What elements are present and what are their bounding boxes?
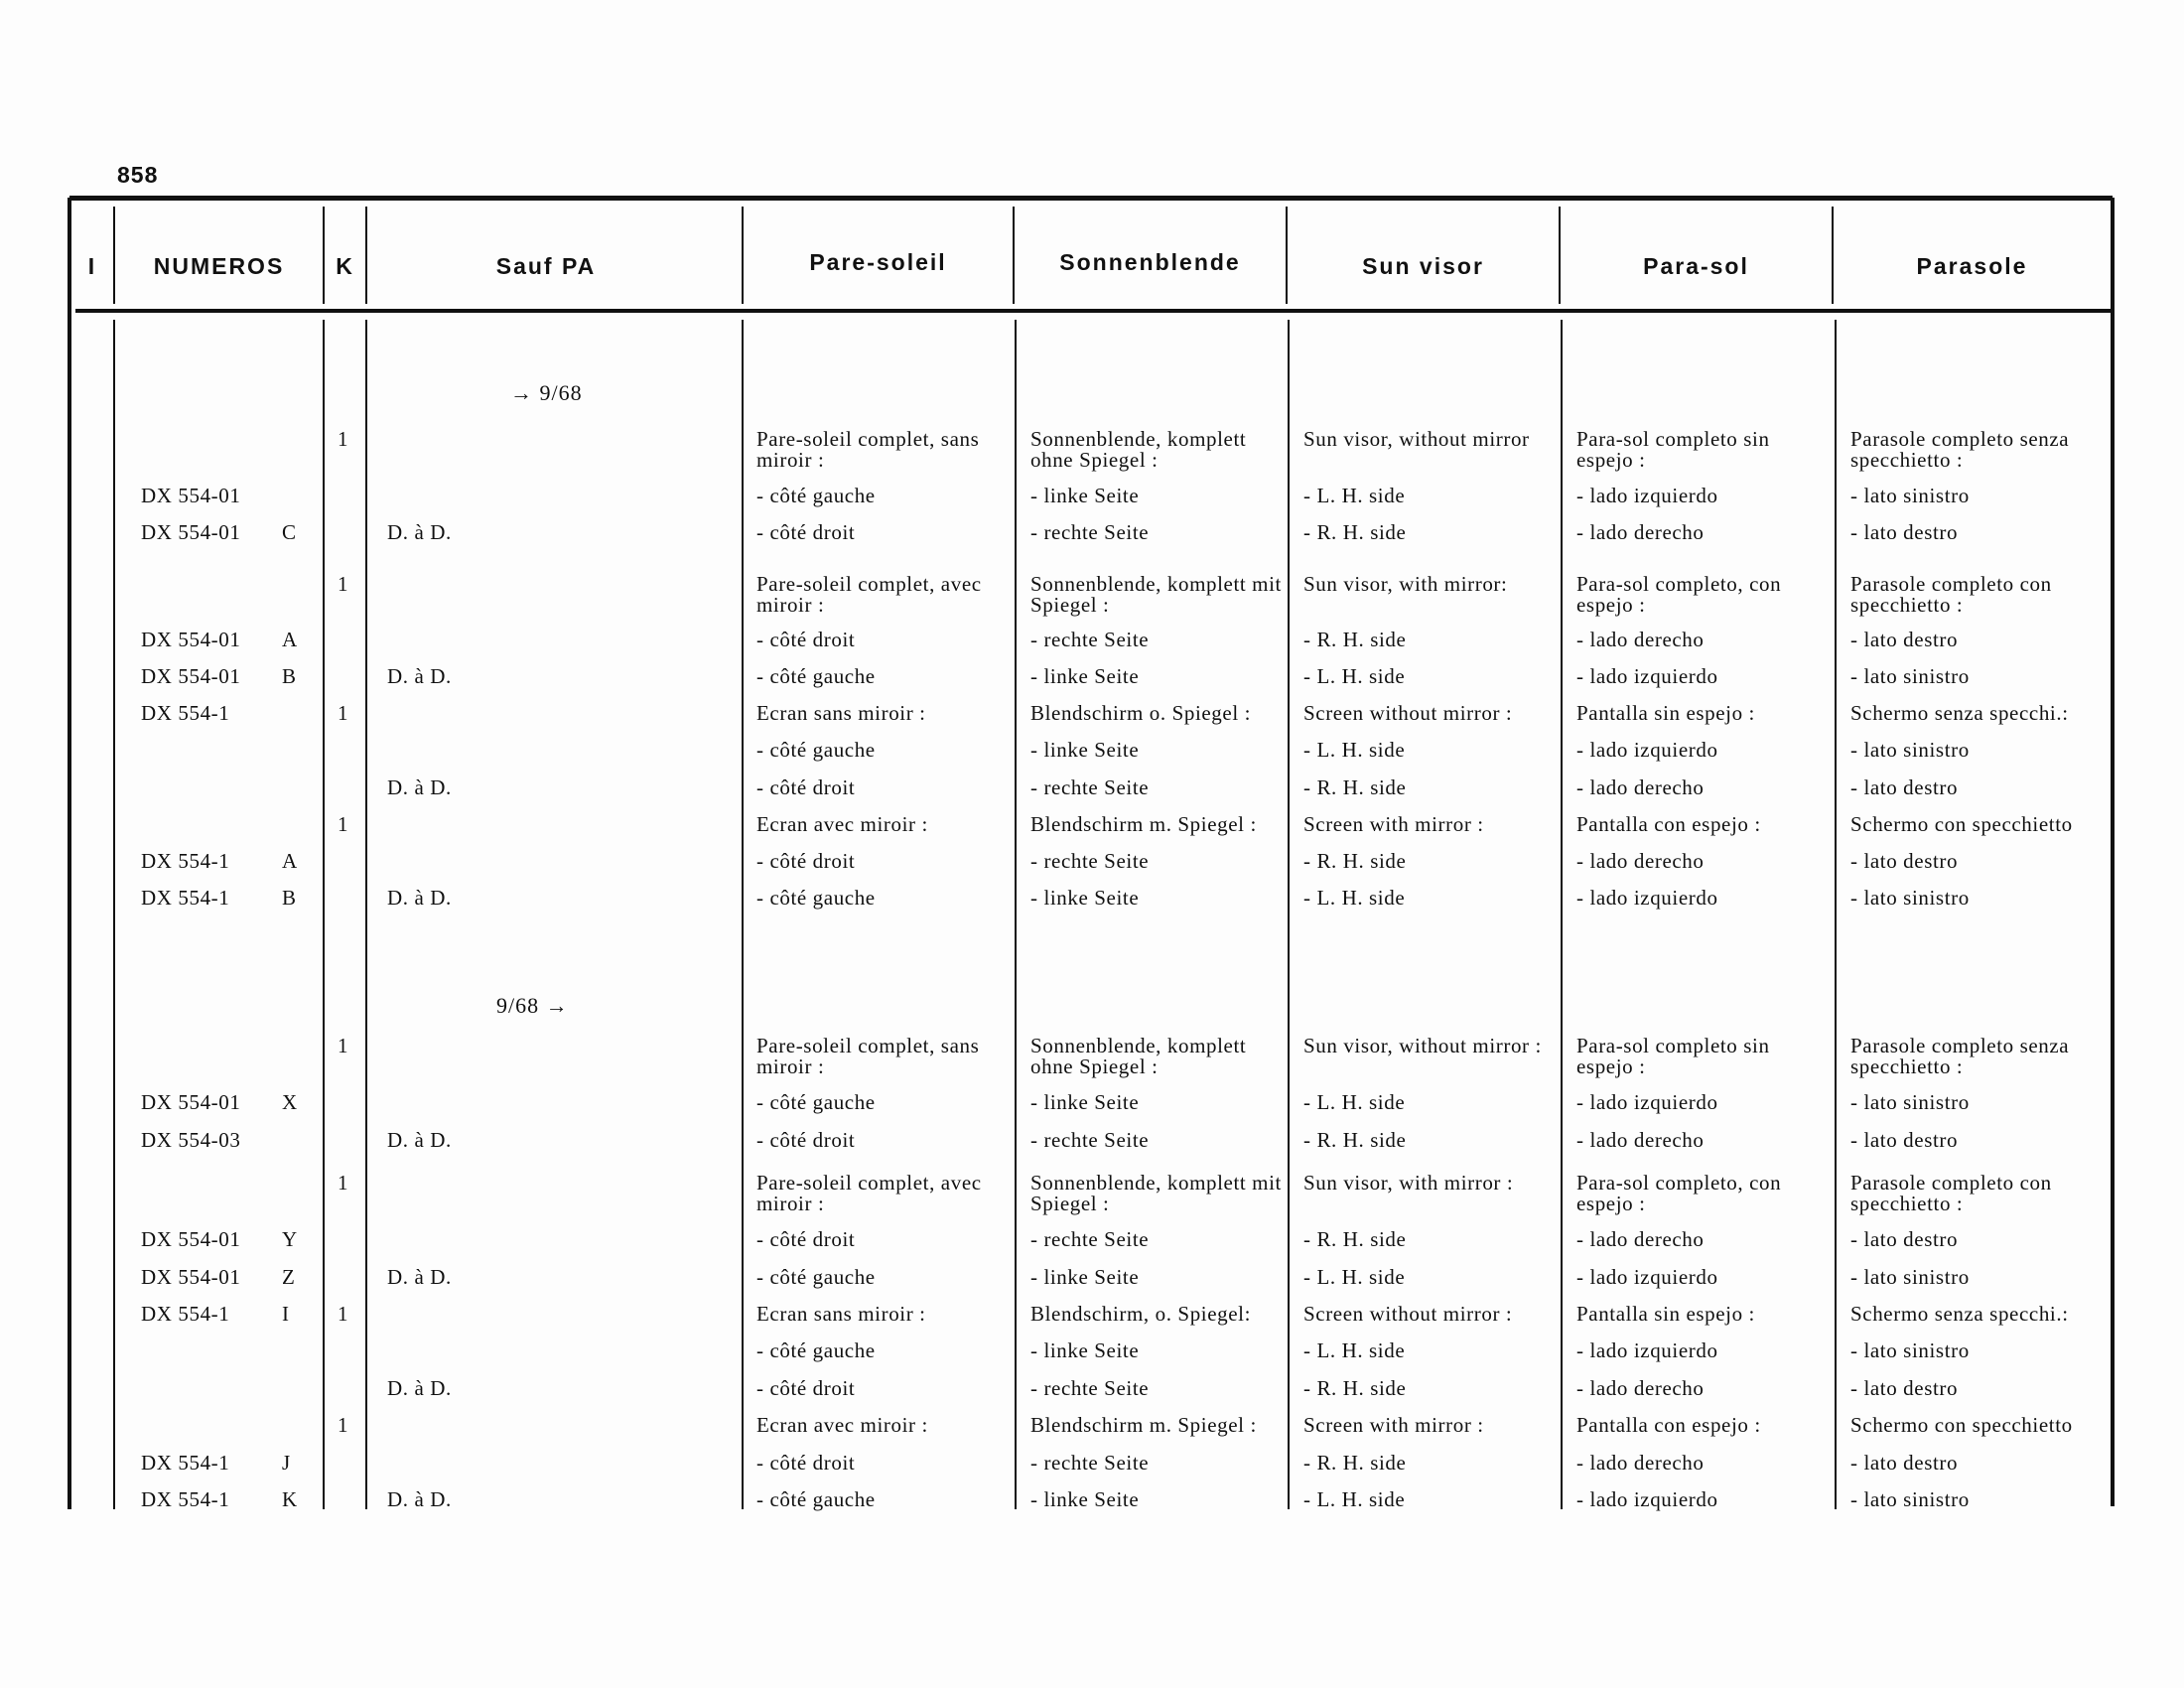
cell-de: - rechte Seite bbox=[1030, 775, 1150, 799]
cell-fr: Ecran avec miroir : bbox=[756, 812, 928, 836]
part-number-suffix: Y bbox=[282, 1227, 298, 1251]
part-number-base: DX 554-01 bbox=[141, 1227, 241, 1251]
col-divider bbox=[1015, 320, 1017, 1509]
cell-en: - R. H. side bbox=[1303, 628, 1407, 651]
cell-fr: - côté gauche bbox=[756, 1338, 876, 1362]
cell-es: - lado izquierdo bbox=[1576, 1265, 1718, 1289]
col-divider bbox=[742, 320, 744, 1509]
cell-it: Parasole completo con specchietto : bbox=[1850, 572, 2052, 617]
cell-en: Sun visor, with mirror: bbox=[1303, 572, 1508, 596]
header-i: I bbox=[87, 253, 97, 279]
col-divider bbox=[1835, 320, 1837, 1509]
cell-numero: DX 554-03 bbox=[141, 1128, 241, 1152]
cell-fr: - côté droit bbox=[756, 628, 856, 651]
cell-fr: - côté gauche bbox=[756, 738, 876, 762]
cell-fr: Pare-soleil complet, avec miroir : bbox=[756, 1171, 982, 1215]
cell-numero bbox=[141, 1453, 310, 1474]
cell-it: Schermo con specchietto bbox=[1850, 1413, 2073, 1437]
cell-fr: Pare-soleil complet, sans miroir : bbox=[756, 427, 980, 472]
cell-numero bbox=[141, 851, 310, 872]
cell-es: Para-sol completo sin espejo : bbox=[1576, 1034, 1770, 1078]
cell-es: Pantalla sin espejo : bbox=[1576, 701, 1755, 725]
cell-en: - L. H. side bbox=[1303, 1265, 1406, 1289]
cell-es: - lado derecho bbox=[1576, 628, 1705, 651]
cell-fr: Ecran sans miroir : bbox=[756, 701, 926, 725]
cell-it: - lato sinistro bbox=[1850, 1265, 1970, 1289]
cell-it: - lato sinistro bbox=[1850, 738, 1970, 762]
cell-fr: - côté gauche bbox=[756, 1487, 876, 1511]
cell-numero bbox=[141, 666, 310, 687]
cell-k: 1 bbox=[338, 812, 349, 836]
cell-en: - R. H. side bbox=[1303, 1227, 1407, 1251]
part-number-base: DX 554-01 bbox=[141, 1090, 241, 1114]
page-number: 858 bbox=[117, 162, 159, 188]
cell-it: Parasole completo con specchietto : bbox=[1850, 1171, 2052, 1215]
cell-en: Sun visor, with mirror : bbox=[1303, 1171, 1514, 1195]
cell-k: 1 bbox=[338, 701, 349, 725]
cell-it: - lato sinistro bbox=[1850, 664, 1970, 688]
cell-it: - lato destro bbox=[1850, 775, 1959, 799]
cell-it: - lato sinistro bbox=[1850, 1090, 1970, 1114]
cell-sauf: D. à D. bbox=[387, 1487, 452, 1511]
header-bottom-rule bbox=[75, 309, 2113, 313]
cell-fr: Ecran sans miroir : bbox=[756, 1302, 926, 1326]
cell-en: - R. H. side bbox=[1303, 1376, 1407, 1400]
cell-en: - R. H. side bbox=[1303, 1451, 1407, 1475]
cell-de: - linke Seite bbox=[1030, 1265, 1140, 1289]
cell-en: - L. H. side bbox=[1303, 886, 1406, 910]
date-marker-from: 9/68 → bbox=[496, 993, 569, 1018]
cell-es: - lado derecho bbox=[1576, 775, 1705, 799]
header-de: Sonnenblende bbox=[1059, 249, 1241, 275]
cell-numero: DX 554-01 bbox=[141, 484, 241, 507]
cell-numero bbox=[141, 888, 310, 909]
cell-es: - lado izquierdo bbox=[1576, 1090, 1718, 1114]
cell-sauf: D. à D. bbox=[387, 664, 452, 688]
cell-it: - lato destro bbox=[1850, 849, 1959, 873]
cell-it: - lato sinistro bbox=[1850, 484, 1970, 507]
cell-fr: - côté gauche bbox=[756, 886, 876, 910]
cell-es: Pantalla con espejo : bbox=[1576, 1413, 1761, 1437]
part-number-base: DX 554-1 bbox=[141, 886, 230, 910]
part-number-base: DX 554-01 bbox=[141, 520, 241, 544]
cell-de: - rechte Seite bbox=[1030, 1451, 1150, 1475]
cell-es: - lado izquierdo bbox=[1576, 1487, 1718, 1511]
part-number-base: DX 554-01 bbox=[141, 664, 241, 688]
cell-de: Sonnenblende, komplett ohne Spiegel : bbox=[1030, 427, 1247, 472]
part-number-base: DX 554-1 bbox=[141, 1302, 230, 1326]
cell-de: - linke Seite bbox=[1030, 1487, 1140, 1511]
cell-en: Screen with mirror : bbox=[1303, 812, 1484, 836]
cell-it: - lato destro bbox=[1850, 1376, 1959, 1400]
col-divider bbox=[323, 320, 325, 1509]
cell-it: Parasole completo senza specchietto : bbox=[1850, 427, 2070, 472]
cell-fr: - côté droit bbox=[756, 520, 856, 544]
part-number-suffix: X bbox=[282, 1090, 298, 1114]
cell-de: - rechte Seite bbox=[1030, 628, 1150, 651]
cell-de: - linke Seite bbox=[1030, 886, 1140, 910]
cell-de: Blendschirm m. Spiegel : bbox=[1030, 812, 1257, 836]
cell-de: - linke Seite bbox=[1030, 738, 1140, 762]
cell-de: - rechte Seite bbox=[1030, 1128, 1150, 1152]
part-number-suffix: A bbox=[282, 849, 298, 873]
cell-de: - rechte Seite bbox=[1030, 849, 1150, 873]
cell-en: - L. H. side bbox=[1303, 664, 1406, 688]
part-number-suffix: B bbox=[282, 664, 297, 688]
part-number-suffix: Z bbox=[282, 1265, 296, 1289]
cell-de: Sonnenblende, komplett mit Spiegel : bbox=[1030, 572, 1282, 617]
cell-fr: - côté gauche bbox=[756, 484, 876, 507]
cell-es: - lado derecho bbox=[1576, 849, 1705, 873]
cell-es: - lado derecho bbox=[1576, 1451, 1705, 1475]
cell-de: Blendschirm, o. Spiegel: bbox=[1030, 1302, 1252, 1326]
cell-it: Parasole completo senza specchietto : bbox=[1850, 1034, 2070, 1078]
cell-it: Schermo senza specchi.: bbox=[1850, 701, 2069, 725]
col-divider bbox=[365, 320, 367, 1509]
part-number-suffix: I bbox=[282, 1302, 290, 1326]
table-left-rule bbox=[68, 198, 71, 1509]
cell-sauf: D. à D. bbox=[387, 520, 452, 544]
cell-es: Para-sol completo, con espejo : bbox=[1576, 1171, 1782, 1215]
cell-es: Pantalla con espejo : bbox=[1576, 812, 1761, 836]
cell-de: Blendschirm m. Spiegel : bbox=[1030, 1413, 1257, 1437]
cell-es: - lado derecho bbox=[1576, 1227, 1705, 1251]
cell-numero bbox=[141, 522, 310, 543]
cell-numero bbox=[141, 1267, 310, 1288]
cell-fr: Pare-soleil complet, sans miroir : bbox=[756, 1034, 980, 1078]
part-number-base: DX 554-1 bbox=[141, 1487, 230, 1511]
header-en: Sun visor bbox=[1362, 253, 1484, 279]
part-number-base: DX 554-01 bbox=[141, 1265, 241, 1289]
date-marker-until: → 9/68 bbox=[510, 380, 583, 405]
part-number-base: DX 554-1 bbox=[141, 1451, 230, 1475]
cell-es: Para-sol completo, con espejo : bbox=[1576, 572, 1782, 617]
cell-numero bbox=[141, 1304, 310, 1325]
cell-en: Screen with mirror : bbox=[1303, 1413, 1484, 1437]
cell-fr: - côté droit bbox=[756, 1451, 856, 1475]
cell-k: 1 bbox=[338, 1034, 349, 1057]
cell-sauf: D. à D. bbox=[387, 1376, 452, 1400]
cell-k: 1 bbox=[338, 1302, 349, 1326]
header-k: K bbox=[336, 253, 354, 279]
cell-it: - lato sinistro bbox=[1850, 886, 1970, 910]
cell-de: - linke Seite bbox=[1030, 484, 1140, 507]
cell-de: - rechte Seite bbox=[1030, 1227, 1150, 1251]
cell-de: - linke Seite bbox=[1030, 1338, 1140, 1362]
cell-sauf: D. à D. bbox=[387, 775, 452, 799]
cell-it: Schermo con specchietto bbox=[1850, 812, 2073, 836]
cell-k: 1 bbox=[338, 1413, 349, 1437]
cell-es: - lado izquierdo bbox=[1576, 1338, 1718, 1362]
cell-de: Blendschirm o. Spiegel : bbox=[1030, 701, 1252, 725]
part-number-base: DX 554-1 bbox=[141, 849, 230, 873]
cell-de: - linke Seite bbox=[1030, 664, 1140, 688]
cell-es: - lado derecho bbox=[1576, 1128, 1705, 1152]
col-divider bbox=[1288, 320, 1290, 1509]
cell-sauf: D. à D. bbox=[387, 1128, 452, 1152]
part-number-suffix: B bbox=[282, 886, 297, 910]
cell-fr: - côté gauche bbox=[756, 1265, 876, 1289]
cell-en: Sun visor, without mirror : bbox=[1303, 1034, 1542, 1057]
cell-en: Sun visor, without mirror bbox=[1303, 427, 1530, 451]
part-number-suffix: A bbox=[282, 628, 298, 651]
cell-es: - lado derecho bbox=[1576, 520, 1705, 544]
cell-it: - lato destro bbox=[1850, 520, 1959, 544]
cell-en: - R. H. side bbox=[1303, 775, 1407, 799]
part-number-suffix: K bbox=[282, 1487, 298, 1511]
cell-es: - lado izquierdo bbox=[1576, 484, 1718, 507]
cell-en: - L. H. side bbox=[1303, 1338, 1406, 1362]
cell-fr: - côté droit bbox=[756, 1376, 856, 1400]
cell-fr: - côté droit bbox=[756, 1227, 856, 1251]
cell-fr: Pare-soleil complet, avec miroir : bbox=[756, 572, 982, 617]
cell-en: - L. H. side bbox=[1303, 738, 1406, 762]
cell-numero bbox=[141, 1229, 310, 1250]
header-fr: Pare-soleil bbox=[809, 249, 947, 275]
cell-es: - lado izquierdo bbox=[1576, 664, 1718, 688]
part-number-suffix: C bbox=[282, 520, 297, 544]
cell-en: - R. H. side bbox=[1303, 520, 1407, 544]
cell-k: 1 bbox=[338, 1171, 349, 1195]
cell-en: - R. H. side bbox=[1303, 1128, 1407, 1152]
cell-fr: - côté gauche bbox=[756, 664, 876, 688]
cell-es: Pantalla sin espejo : bbox=[1576, 1302, 1755, 1326]
cell-en: Screen without mirror : bbox=[1303, 701, 1513, 725]
cell-en: - L. H. side bbox=[1303, 1487, 1406, 1511]
cell-sauf: D. à D. bbox=[387, 886, 452, 910]
header-numeros: NUMEROS bbox=[153, 253, 285, 279]
cell-en: Screen without mirror : bbox=[1303, 1302, 1513, 1326]
cell-it: Schermo senza specchi.: bbox=[1850, 1302, 2069, 1326]
cell-es: - lado izquierdo bbox=[1576, 738, 1718, 762]
cell-numero bbox=[141, 630, 310, 650]
col-divider bbox=[113, 320, 115, 1509]
cell-sauf: D. à D. bbox=[387, 1265, 452, 1289]
cell-de: - linke Seite bbox=[1030, 1090, 1140, 1114]
part-number-suffix: J bbox=[282, 1451, 291, 1475]
cell-it: - lato destro bbox=[1850, 1128, 1959, 1152]
cell-de: - rechte Seite bbox=[1030, 520, 1150, 544]
header-sauf-pa: Sauf PA bbox=[495, 253, 597, 279]
cell-it: - lato sinistro bbox=[1850, 1338, 1970, 1362]
cell-es: - lado izquierdo bbox=[1576, 886, 1718, 910]
cell-en: - L. H. side bbox=[1303, 1090, 1406, 1114]
header-it: Parasole bbox=[1916, 253, 2028, 279]
header-es: Para-sol bbox=[1643, 253, 1749, 279]
cell-es: - lado derecho bbox=[1576, 1376, 1705, 1400]
cell-it: - lato destro bbox=[1850, 1451, 1959, 1475]
cell-en: - R. H. side bbox=[1303, 849, 1407, 873]
cell-de: Sonnenblende, komplett mit Spiegel : bbox=[1030, 1171, 1282, 1215]
cell-es: Para-sol completo sin espejo : bbox=[1576, 427, 1770, 472]
cell-fr: Ecran avec miroir : bbox=[756, 1413, 928, 1437]
cell-k: 1 bbox=[338, 572, 349, 596]
part-number-base: DX 554-01 bbox=[141, 628, 241, 651]
cell-fr: - côté droit bbox=[756, 1128, 856, 1152]
cell-numero bbox=[141, 1092, 310, 1113]
cell-it: - lato destro bbox=[1850, 1227, 1959, 1251]
cell-numero bbox=[141, 1489, 310, 1510]
cell-de: - rechte Seite bbox=[1030, 1376, 1150, 1400]
cell-fr: - côté gauche bbox=[756, 1090, 876, 1114]
cell-it: - lato sinistro bbox=[1850, 1487, 1970, 1511]
cell-fr: - côté droit bbox=[756, 775, 856, 799]
cell-de: Sonnenblende, komplett ohne Spiegel : bbox=[1030, 1034, 1247, 1078]
table-top-rule bbox=[69, 196, 2113, 201]
cell-numero: DX 554-1 bbox=[141, 701, 230, 725]
cell-k: 1 bbox=[338, 427, 349, 451]
cell-en: - L. H. side bbox=[1303, 484, 1406, 507]
cell-it: - lato destro bbox=[1850, 628, 1959, 651]
cell-fr: - côté droit bbox=[756, 849, 856, 873]
